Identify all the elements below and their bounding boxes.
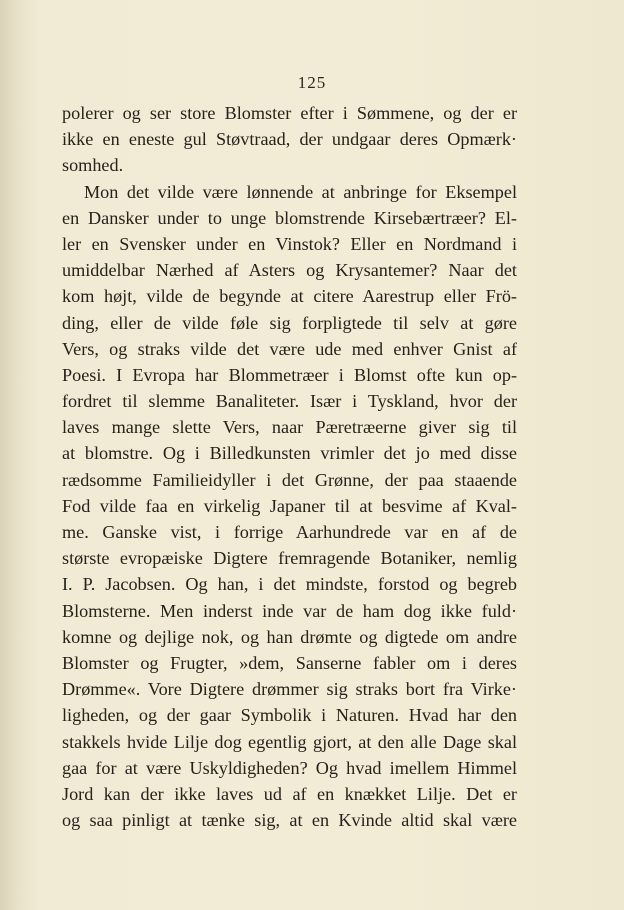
- text-line: Vers, og straks vilde det være ude med enhver Gnist af: [62, 338, 517, 359]
- page-number: 125: [297, 73, 327, 92]
- text-line: Blomster og Frugter, »dem, Sanserne fabler om i deres: [62, 652, 517, 673]
- text-line: fordret til slemme Banaliteter. Især i Tyskland, hvor der: [62, 391, 517, 412]
- text-line: somhed.: [62, 155, 124, 176]
- text-line: og saa pinligt at tænke sig, at en Kvinde altid skal være: [62, 810, 517, 831]
- body-text: [62, 100, 517, 833]
- text-line: Poesi. I Evropa har Blommetræer i Blomst ofte kun op-: [62, 364, 517, 385]
- text-line: Blomsterne. Men inderst inde var de ham dog ikke fuld·: [62, 600, 517, 621]
- text-line: ligheden, og der gaar Symbolik i Naturen. Hvad har den: [62, 705, 517, 726]
- text-line: ding, eller de vilde føle sig forpligtede til selv at gøre: [62, 312, 517, 333]
- text-line: at blomstre. Og i Billedkunsten vrimler det jo med disse: [62, 443, 517, 464]
- text-line: ikke en eneste gul Støvtraad, der undgaar deres Opmærk·: [62, 129, 517, 150]
- text-line: Fod vilde faa en virkelig Japaner til at besvime af Kval-: [62, 495, 517, 516]
- text-line: Jord kan der ikke laves ud af en knækket Lilje. Det er: [62, 783, 517, 804]
- text-line: en Dansker under to unge blomstrende Kirsebærtræer? El-: [62, 207, 517, 228]
- text-line: umiddelbar Nærhed af Asters og Krysantemer? Naar det: [62, 260, 517, 281]
- text-line: kom højt, vilde de begynde at citere Aarestrup eller Frö-: [62, 286, 517, 307]
- text-line: rædsomme Familieidyller i det Grønne, der paa staaende: [62, 469, 517, 490]
- text-line: stakkels hvide Lilje dog egentlig gjort, at den alle Dage skal: [62, 731, 517, 752]
- text-line: Drømme«. Vore Digtere drømmer sig straks bort fra Virke·: [62, 679, 517, 700]
- text-line: største evropæiske Digtere fremragende Botaniker, nemlig: [62, 548, 517, 569]
- text-line: laves mange slette Vers, naar Pæretræerne giver sig til: [62, 417, 517, 438]
- text-line: I. P. Jacobsen. Og han, i det mindste, forstod og begreb: [62, 574, 517, 595]
- paragraph-start-line: Mon det vilde være lønnende at anbringe for Eksempel: [84, 181, 517, 202]
- text-line: polerer og ser store Blomster efter i Sømmene, og der er: [62, 103, 517, 123]
- text-line: komne og dejlige nok, og han drømte og digtede om andre: [62, 626, 517, 647]
- text-line: gaa for at være Uskyldigheden? Og hvad imellem Himmel: [62, 757, 517, 778]
- text-line: ler en Svensker under en Vinstok? Eller en Nordmand i: [62, 233, 517, 254]
- text-line: me. Ganske vist, i forrige Aarhundrede var en af de: [62, 522, 517, 542]
